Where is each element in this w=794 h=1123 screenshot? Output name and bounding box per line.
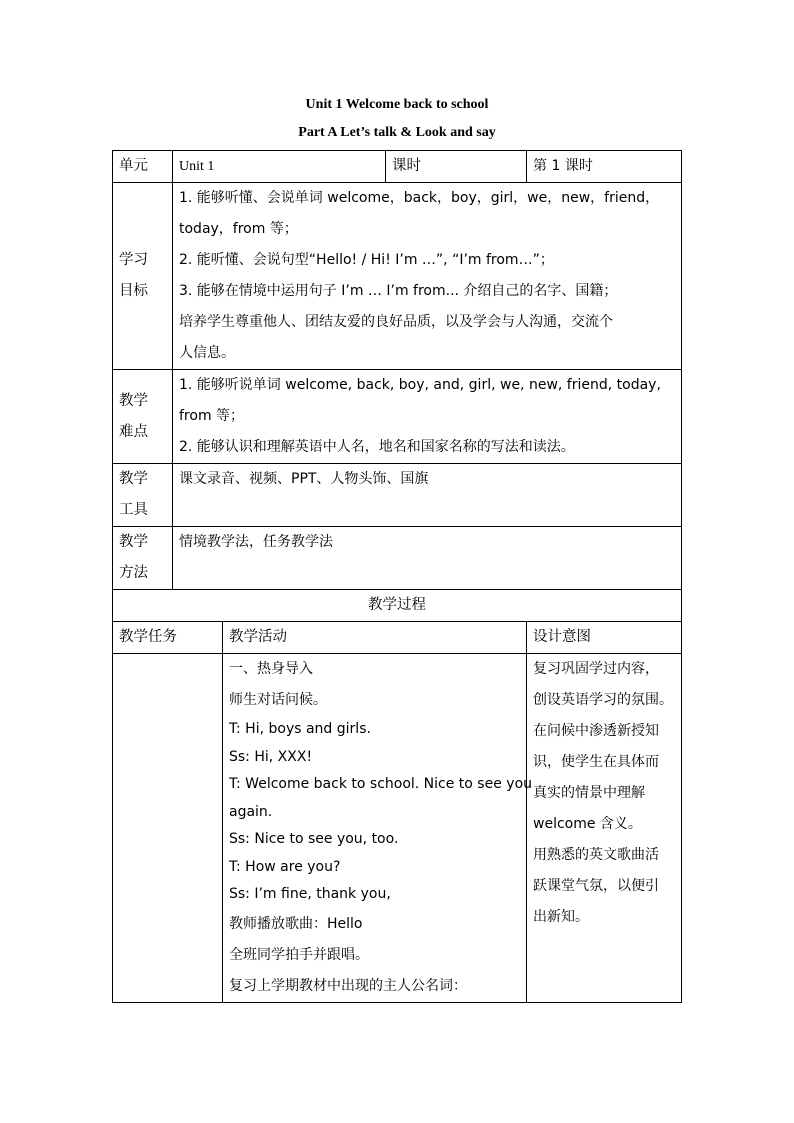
activity-line: 教师播放歌曲：Hello [229,915,363,932]
tools-row [113,464,682,527]
activity-line: Ss: Nice to see you, too. [229,831,399,847]
objectives-label: 学习 目标 [113,183,173,370]
activity-line: T: Welcome back to school. Nice to see you [229,776,533,792]
period-label: 课时 [386,151,527,183]
intent-line: 识，使学生在具体而 [533,754,660,770]
difficulties-content [173,370,682,464]
intent-line: 出新知。 [533,909,590,925]
difficulty-line: 1. 能够听说单词 welcome, back, boy, and, girl, we, new, friend, today, [179,377,661,393]
objective-line: 培养学生尊重他人、团结友爱的良好品质，以及学会与人沟通，交流个 [179,314,613,330]
process-content-row [113,654,682,1003]
objective-line: 1. 能够听懂、会说单词 welcome，back，boy，girl，we，new，friend， [179,190,660,206]
activity-line: 师生对话问候。 [229,692,327,708]
activity-line: again. [229,803,273,820]
lesson-subtitle: Part A Let’s talk & Look and say [298,125,496,140]
activity-line: 复习上学期教材中出现的主人公名词： [229,977,467,994]
intent-line: 跃课堂气氛，以便引 [533,878,660,894]
intent-line: 真实的情景中理解 [533,785,646,801]
methods-label: 教学 方法 [113,527,173,590]
intent-line: 创设英语学习的氛围。 [533,692,674,708]
tools-content: 课文录音、视频、PPT、人物头饰、国旗 [173,464,682,527]
difficulty-line: 2. 能够认识和理解英语中人名，地名和国家名称的写法和读法。 [179,439,575,455]
methods-content: 情境教学法，任务教学法 [173,527,682,590]
process-header-row [113,622,682,654]
intent-line: 复习巩固学过内容， [533,661,660,677]
intent-line: 用熟悉的英文歌曲活 [533,847,660,863]
task-column-header: 教学任务 [113,622,223,654]
intent-line: welcome 含义。 [533,816,642,832]
difficulty-line: from 等； [179,408,245,424]
objective-line: today，from 等； [179,221,298,237]
activity-column-header: 教学活动 [223,622,527,654]
activity-line: 全班同学拍手并跟唱。 [229,946,369,963]
lesson-title: Unit 1 Welcome back to school [305,97,489,112]
intent-line: 在问候中渗透新授知 [533,723,660,739]
activity-line: 一、热身导入 [229,661,313,677]
difficulties-row [113,370,682,464]
intent-cell [527,654,682,1003]
activity-line: T: How are you? [229,858,341,875]
period-value: 第 1 课时 [527,151,682,183]
activity-cell [223,654,533,1003]
activity-line: Ss: I’m fine, thank you, [229,886,391,902]
info-row [113,151,682,183]
process-heading: 教学过程 [113,590,682,622]
objective-line: 人信息。 [179,345,235,361]
intent-column-header: 设计意图 [527,622,682,654]
objective-line: 3. 能够在情境中运用句子 I’m … I’m from... 介绍自己的名字、国籍； [179,283,618,299]
unit-value: Unit 1 [173,151,386,183]
objective-line: 2. 能听懂、会说句型“Hello! / Hi! I’m …”, “I’m from…”； [179,252,554,268]
objectives-row [113,183,682,370]
objectives-content [173,183,682,370]
lesson-plan-table [112,150,682,1003]
methods-row [113,527,682,590]
process-heading-row [113,590,682,622]
activity-line: T: Hi, boys and girls. [229,721,371,737]
tools-label: 教学 工具 [113,464,173,527]
task-cell [113,654,223,1003]
difficulties-label: 教学 难点 [113,370,173,464]
unit-label: 单元 [113,151,173,183]
activity-line: Ss: Hi, XXX! [229,748,313,765]
